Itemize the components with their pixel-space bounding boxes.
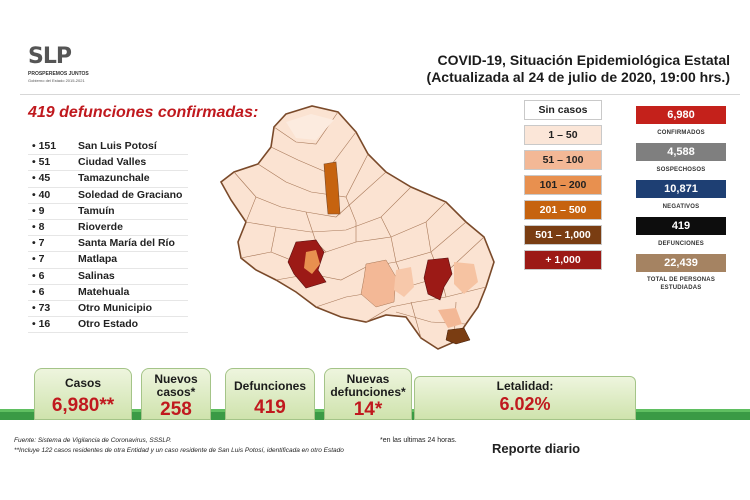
row-divider — [28, 332, 188, 333]
row-divider — [28, 187, 188, 188]
last-24h-note: *en las ultimas 24 horas. — [380, 437, 457, 444]
nuevas-defunciones-label: Nuevas defunciones* — [330, 372, 406, 399]
row-divider — [28, 154, 188, 155]
death-count: • 73 — [32, 301, 51, 314]
legend-sin-casos: Sin casos — [524, 100, 602, 120]
summary-card-casos — [34, 368, 132, 420]
negative-label: NEGATIVOS — [662, 204, 700, 210]
page-title: COVID-19, Situación Epidemiológica Estatal — [437, 52, 730, 68]
nuevos-casos-label: Nuevos casos* — [154, 372, 198, 399]
municipality-name: Ciudad Valles — [78, 156, 147, 169]
summary-card-defunciones — [225, 368, 315, 420]
row-divider — [28, 219, 188, 220]
list-item — [28, 253, 190, 269]
legend-201-500: 201 – 500 — [524, 200, 602, 220]
municipality-name: Tamazunchale — [78, 172, 150, 185]
letalidad-label: Letalidad: — [496, 379, 554, 393]
municipality-name: Rioverde — [78, 220, 123, 233]
legend-51-100: 51 – 100 — [524, 150, 602, 170]
municipality-list — [28, 140, 190, 334]
letalidad-value: 6.02% — [499, 394, 551, 414]
row-divider — [28, 316, 188, 317]
list-item — [28, 189, 190, 205]
municipality-name: Santa María del Río — [78, 237, 175, 250]
casos-value: 6,980** — [51, 395, 115, 416]
death-count: • 151 — [32, 140, 57, 152]
row-divider — [28, 170, 188, 171]
death-count: • 7 — [32, 253, 45, 266]
suspected-label: SOSPECHOSOS — [656, 167, 706, 173]
list-item — [28, 205, 190, 221]
row-divider — [28, 300, 188, 301]
summary-card-nuevos-casos — [141, 368, 211, 420]
logo-slogan: PROSPEREMOS JUNTOS — [28, 71, 89, 77]
list-item — [28, 270, 190, 286]
row-divider — [28, 284, 188, 285]
region-fill-501-1000-south — [446, 328, 470, 344]
list-item — [28, 140, 190, 156]
municipality-name: Matehuala — [78, 285, 130, 298]
negative-value: 10,871 — [636, 180, 726, 198]
inclusion-note: **Incluye 122 casos residentes de otra Entidad y un caso residente de San Luis Potosí, identificada en otro Estado — [14, 447, 344, 454]
death-count: • 16 — [32, 318, 51, 331]
defunciones-value: 419 — [254, 397, 286, 418]
municipality-name: Soledad de Graciano — [78, 188, 183, 201]
summary-card-letalidad — [414, 376, 636, 420]
page-subtitle: (Actualizada al 24 de julio de 2020, 19:00 hrs.) — [426, 69, 730, 85]
list-item — [28, 156, 190, 172]
deaths-value: 419 — [636, 217, 726, 235]
suspected-value: 4,588 — [636, 143, 726, 161]
municipality-name: Tamuín — [78, 204, 115, 217]
summary-card-nuevas-defunciones — [324, 368, 412, 420]
stats-panel — [636, 106, 726, 294]
municipality-name: Salinas — [78, 269, 115, 282]
deaths-title: 419 defunciones confirmadas: — [28, 104, 259, 121]
list-item — [28, 318, 190, 334]
death-count: • 8 — [32, 220, 45, 233]
total-studied-value: 22,439 — [636, 254, 726, 272]
source-note: Fuente: Sistema de Vigilancia de Coronavirus, SSSLP. — [14, 437, 172, 444]
legend-501-1000: 501 – 1,000 — [524, 225, 602, 245]
death-count: • 40 — [32, 188, 51, 201]
logo-government: Gobierno del Estado 2015-2021 — [28, 78, 85, 83]
list-item — [28, 302, 190, 318]
death-count: • 9 — [32, 204, 45, 217]
municipality-name: Matlapa — [78, 253, 118, 266]
logo-mark: SLP — [28, 44, 71, 69]
confirmed-label: CONFIRMADOS — [657, 130, 705, 136]
total-studied-label: TOTAL DE PERSONAS ESTUDIADAS — [646, 277, 716, 291]
list-item — [28, 237, 190, 253]
map-legend — [524, 100, 604, 275]
municipality-name: Otro Estado — [78, 318, 139, 331]
row-divider — [28, 251, 188, 252]
death-count: • 6 — [32, 285, 45, 298]
state-choropleth-map — [216, 102, 516, 357]
list-item — [28, 286, 190, 302]
nuevas-defunciones-value: 14* — [353, 399, 383, 420]
confirmed-value: 6,980 — [636, 106, 726, 124]
municipality-name: San Luis Potosí — [78, 140, 157, 152]
row-divider — [28, 268, 188, 269]
death-count: • 51 — [32, 156, 51, 169]
death-count: • 45 — [32, 172, 51, 185]
legend-101-200: 101 – 200 — [524, 175, 602, 195]
list-item — [28, 221, 190, 237]
legend-1000-plus: + 1,000 — [524, 250, 602, 270]
death-count: • 6 — [32, 269, 45, 282]
casos-label: Casos — [64, 376, 102, 390]
row-divider — [28, 203, 188, 204]
row-divider — [28, 235, 188, 236]
nuevos-casos-value: 258 — [160, 399, 192, 420]
legend-1-50: 1 – 50 — [524, 125, 602, 145]
death-count: • 7 — [32, 237, 45, 250]
defunciones-label: Defunciones — [233, 379, 306, 393]
header-divider — [20, 94, 740, 95]
deaths-label: DEFUNCIONES — [658, 241, 704, 247]
municipality-name: Otro Municipio — [78, 301, 153, 314]
report-label: Reporte diario — [492, 441, 581, 456]
list-item — [28, 172, 190, 188]
slp-logo — [28, 44, 108, 94]
